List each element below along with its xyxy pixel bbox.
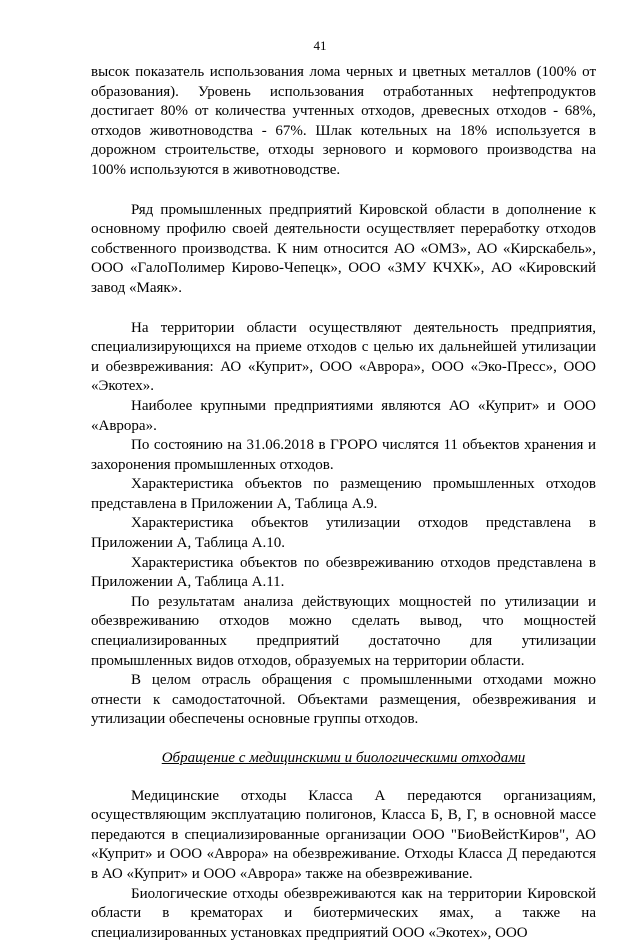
section-heading: Обращение с медицинскими и биологическими отходами	[161, 750, 526, 766]
page-number: 41	[313, 38, 327, 53]
paragraph: Характеристика объектов по обезвреживанию отходов представлена в Приложении А, Таблица А.11.	[91, 554, 596, 591]
paragraph: На территории области осуществляют деятельность предприятия, специализирующихся на приеме отходов с целью их дальнейшей утилизации и обезвреживания: АО «Куприт», ООО «Аврора», ООО «Эко-Пресс», ООО «Экотех».	[91, 319, 596, 395]
paragraph: По результатам анализа действующих мощностей по утилизации и обезвреживанию отходов можно сделать вывод, что мощностей специализированных предприятий достаточно для утилизации промышленных видов отходов, образуемых на территории области.	[91, 593, 596, 669]
paragraph: В целом отрасль обращения с промышленными отходами можно отнести к самодостаточной. Объектами размещения, обезвреживания и утилизации обеспечены основные группы отходов.	[91, 672, 596, 728]
paragraph: Ряд промышленных предприятий Кировской области в дополнение к основному профилю своей деятельности осуществляет переработку отходов собственного производства. К ним относится АО «ОМЗ», АО «Кирскабель», ООО «ГалоПолимер Кирово-Чепецк», ООО «ЗМУ КЧХК», АО «Кировский завод «Маяк».	[91, 201, 596, 296]
paragraph: Характеристика объектов по размещению промышленных отходов представлена в Приложении А, Таблица А.9.	[91, 476, 596, 512]
paragraph: По состоянию на 31.06.2018 в ГРОРО числятся 11 объектов хранения и захоронения промышленных отходов.	[91, 437, 596, 473]
paragraph: Наиболее крупными предприятиями являются АО «Куприт» и ООО «Аврора».	[91, 397, 596, 434]
paragraph: Медицинские отходы Класса А передаются организациям, осуществляющим эксплуатацию полигонов, Класса Б, В, Г, в основной массе передаются в специализированные организации ООО "БиоВейстКиров", АО «Куприт» и ООО «Аврора» на обезвреживание. Отходы Класса Д передаются в АО «Куприт» и ООО «Аврора» также на обезвреживание.	[91, 787, 596, 882]
paragraph: Характеристика объектов утилизации отходов представлена в Приложении А, Таблица А.10.	[91, 515, 596, 552]
paragraph-continued: высок показатель использования лома черных и цветных металлов (100% от образования). Уровень использования отработанных нефтепродуктов достигает 80% от количества учтенных отходов, древесных отходов - 68%, отходов животноводства - 67%. Шлак котельных на 18% используется в дорожном строительстве, отходы зернового и кормового производства на 100% используются в животноводстве.	[91, 64, 596, 178]
document-body	[91, 63, 596, 943]
paragraph: Биологические отходы обезвреживаются как на территории Кировской области в крематорах и биотермических ямах, а также на специализированных установках предприятий ООО «Экотех», ООО	[91, 885, 596, 941]
